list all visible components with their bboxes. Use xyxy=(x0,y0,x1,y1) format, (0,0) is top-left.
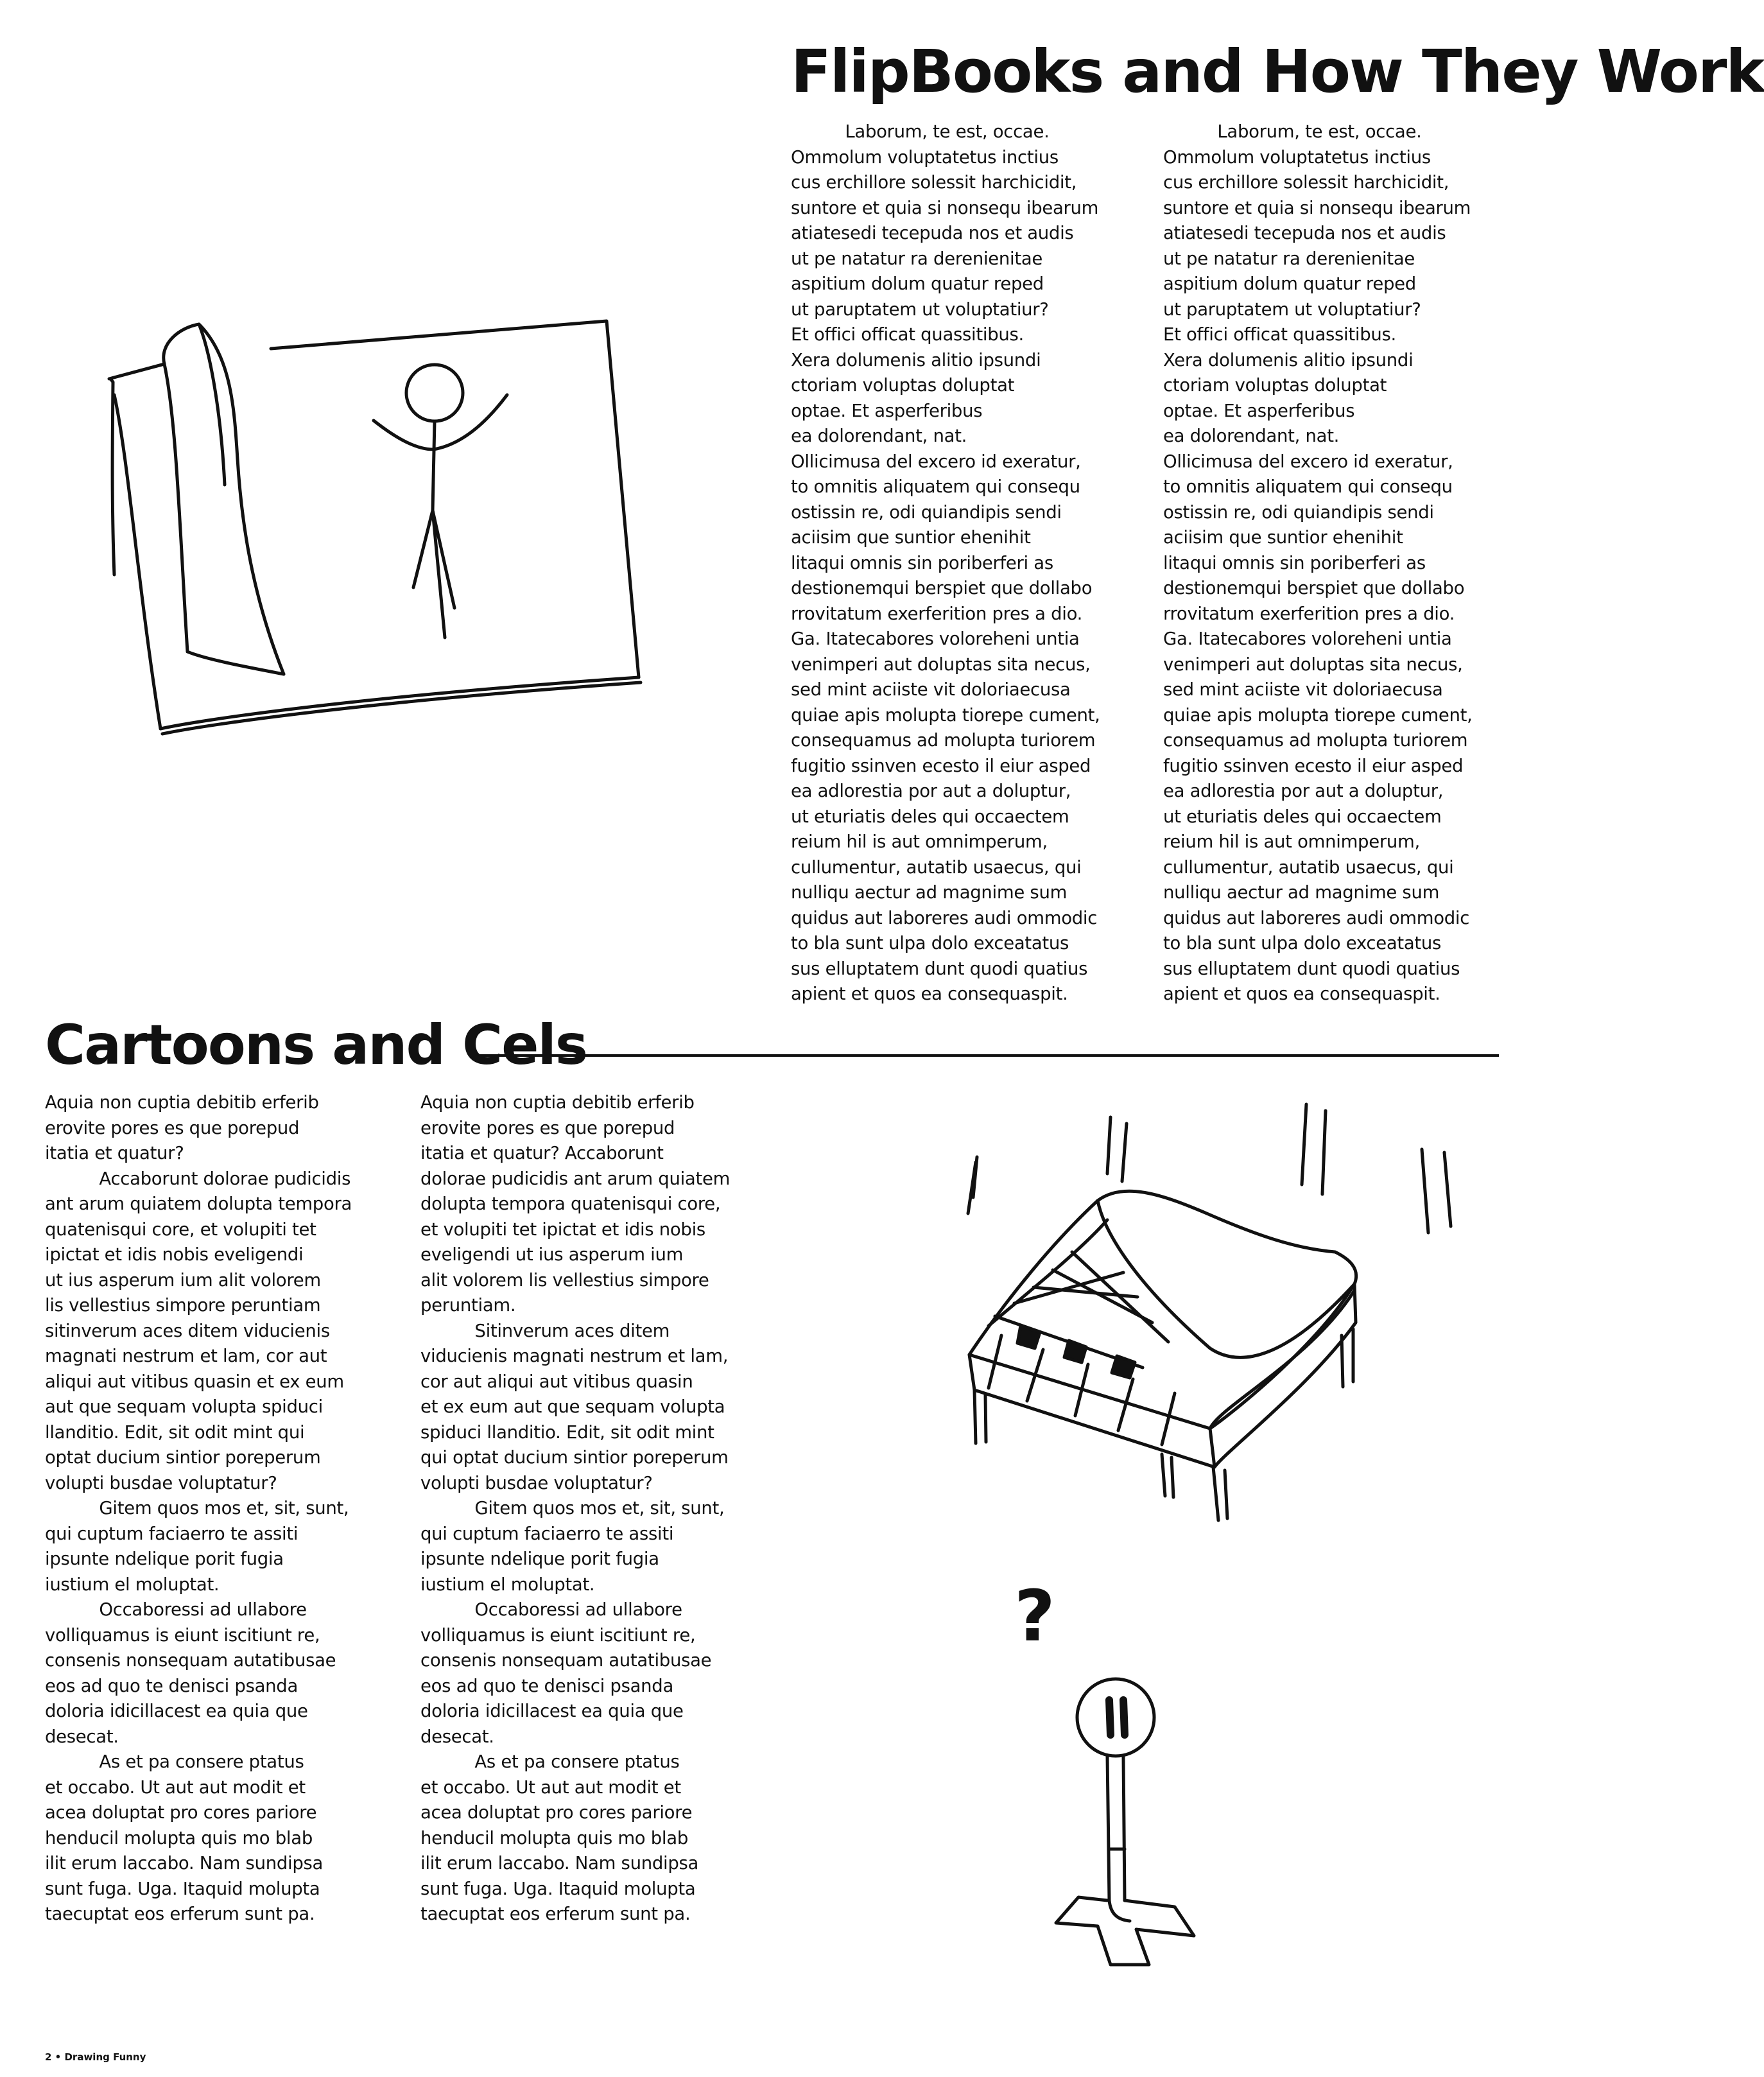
flipbooks-body-column-1: Laborum, te est, occae. Ommolum voluptatetus inctius cus erchillore solessit harchicidit, suntore et quia si nonsequ ibearum atiatesedi tecepuda nos et audis ut pe natatur ra derenienitae aspitium dolum quatur reped ut paruptatem ut voluptatiur? Et offici officat quassitibus. Xera dolumenis alitio ipsundi ctoriam voluptas doluptat optae. Et asperferibus ea dolorendant, nat. Ollicimusa del excero id exeratur, to omnitis aliquatem qui consequ ostissin re, odi quiandipis sendi aciisim que suntior ehenihit litaqui omnis sin poriberferi as destionemqui berspiet que dollabo rrovitatum exerferition pres a dio. Ga. Itatecabores voloreheni untia venimperi aut doluptas sita necus, sed mint aciiste vit doloriaecusa quiae apis molupta tiorepe cument, consequamus ad molupta turiorem fugitio ssinven ecesto il eiur asped ea adlorestia por aut a doluptur, ut eturiatis deles qui occaectem reium hil is aut omnimperum, cullumentur, autatib usaecus, qui nulliqu aectur ad magnime sum quidus aut laboreres audi ommodic to bla sunt ulpa dolo exceatatus sus elluptatem dunt quodi quatius apient et quos ea consequaspit. xyxy=(791,121,1100,1004)
falling-piano-illustration xyxy=(950,1104,1489,1592)
cartoons-heading: Cartoons and Cels xyxy=(45,1013,587,1077)
stick-figure xyxy=(1077,1679,1154,1900)
flipbooks-body-column-2: Laborum, te est, occae. Ommolum voluptatetus inctius cus erchillore solessit harchicidit, suntore et quia si nonsequ ibearum atiatesedi tecepuda nos et audis ut pe natatur ra derenienitae aspitium dolum quatur reped ut paruptatem ut voluptatiur? Et offici officat quassitibus. Xera dolumenis alitio ipsundi ctoriam voluptas doluptat optae. Et asperferibus ea dolorendant, nat. Ollicimusa del excero id exeratur, to omnitis aliquatem qui consequ ostissin re, odi quiandipis sendi aciisim que suntior ehenihit litaqui omnis sin poriberferi as destionemqui berspiet que dollabo rrovitatum exerferition pres a dio. Ga. Itatecabores voloreheni untia venimperi aut doluptas sita necus, sed mint aciiste vit doloriaecusa quiae apis molupta tiorepe cument, consequamus ad molupta turiorem fugitio ssinven ecesto il eiur asped ea adlorestia por aut a doluptur, ut eturiatis deles qui occaectem reium hil is aut omnimperum, cullumentur, autatib usaecus, qui nulliqu aectur ad magnime sum quidus aut laboreres audi ommodic to bla sunt ulpa dolo exceatatus sus elluptatem dunt quodi quatius apient et quos ea consequaspit. xyxy=(1163,121,1473,1004)
floor-cross-mark xyxy=(1056,1897,1194,1965)
stick-figure-illustration xyxy=(1001,1575,1322,1990)
question-mark-icon: ? xyxy=(1014,1575,1055,1657)
flipbooks-heading: FlipBooks and How They Work xyxy=(791,37,1764,106)
flipbook-curled-page xyxy=(164,324,284,674)
stick-figure-drawing xyxy=(374,365,507,638)
flipbook-illustration xyxy=(103,318,655,761)
heading-rule xyxy=(472,1054,1499,1057)
flipbook-front-page xyxy=(160,321,641,734)
cartoons-body-column-2: Aquia non cuptia debitib erferib erovite pores es que porepud itatia et quatur? Accaborunt dolorae pudicidis ant arum quiatem dolupta tempora quatenisqui core, et volupiti tet ipictat et idis nobis eveligendi ut ius asperum ium alit volorem lis vellestius simpore peruntiam. Sitinverum aces ditem viducienis magnati nestrum et lam, cor aut aliqui aut vitibus quasin et ex eum aut que sequam volupta spiduci llanditio. Edit, sit odit mint qui optat ducium sintior poreperum volupti busdae voluptatur? Gitem quos mos et, sit, sunt, qui cuptum faciaerro te assiti ipsunte ndelique porit fugia iustium el moluptat. Occaboressi ad ullabore volliquamus is eiunt iscitiunt re, consenis nonsequam autatibusae eos ad quo te denisci psanda doloria idicillacest ea quia que desecat. As et pa consere ptatus et occabo. Ut aut aut modit et acea doluptat pro cores pariore henducil molupta quis mo blab ilit erum laccabo. Nam sundipsa sunt fuga. Uga. Itaquid molupta taecuptat eos erferum sunt pa. xyxy=(420,1092,731,1924)
grand-piano xyxy=(969,1191,1356,1520)
cartoons-body-column-1: Aquia non cuptia debitib erferib erovite pores es que porepud itatia et quatur? Accaborunt dolorae pudicidis ant arum quiatem dolupta tempora quatenisqui core, et volupiti tet ipictat et idis nobis eveligendi ut ius asperum ium alit volorem lis vellestius simpore peruntiam sitinverum aces ditem viducienis magnati nestrum et lam, cor aut aliqui aut vitibus quasin et ex eum aut que sequam volupta spiduci llanditio. Edit, sit odit mint qui optat ducium sintior poreperum volupti busdae voluptatur? Gitem quos mos et, sit, sunt, qui cuptum faciaerro te assiti ipsunte ndelique porit fugia iustium el moluptat. Occaboressi ad ullabore volliquamus is eiunt iscitiunt re, consenis nonsequam autatibusae eos ad quo te denisci psanda doloria idicillacest ea quia que desecat. As et pa consere ptatus et occabo. Ut aut aut modit et acea doluptat pro cores pariore henducil molupta quis mo blab ilit erum laccabo. Nam sundipsa sunt fuga. Uga. Itaquid molupta taecuptat eos erferum sunt pa. xyxy=(45,1092,352,1924)
flipbook-back-page xyxy=(109,364,164,729)
page-footer: 2 • Drawing Funny xyxy=(45,2051,146,2063)
